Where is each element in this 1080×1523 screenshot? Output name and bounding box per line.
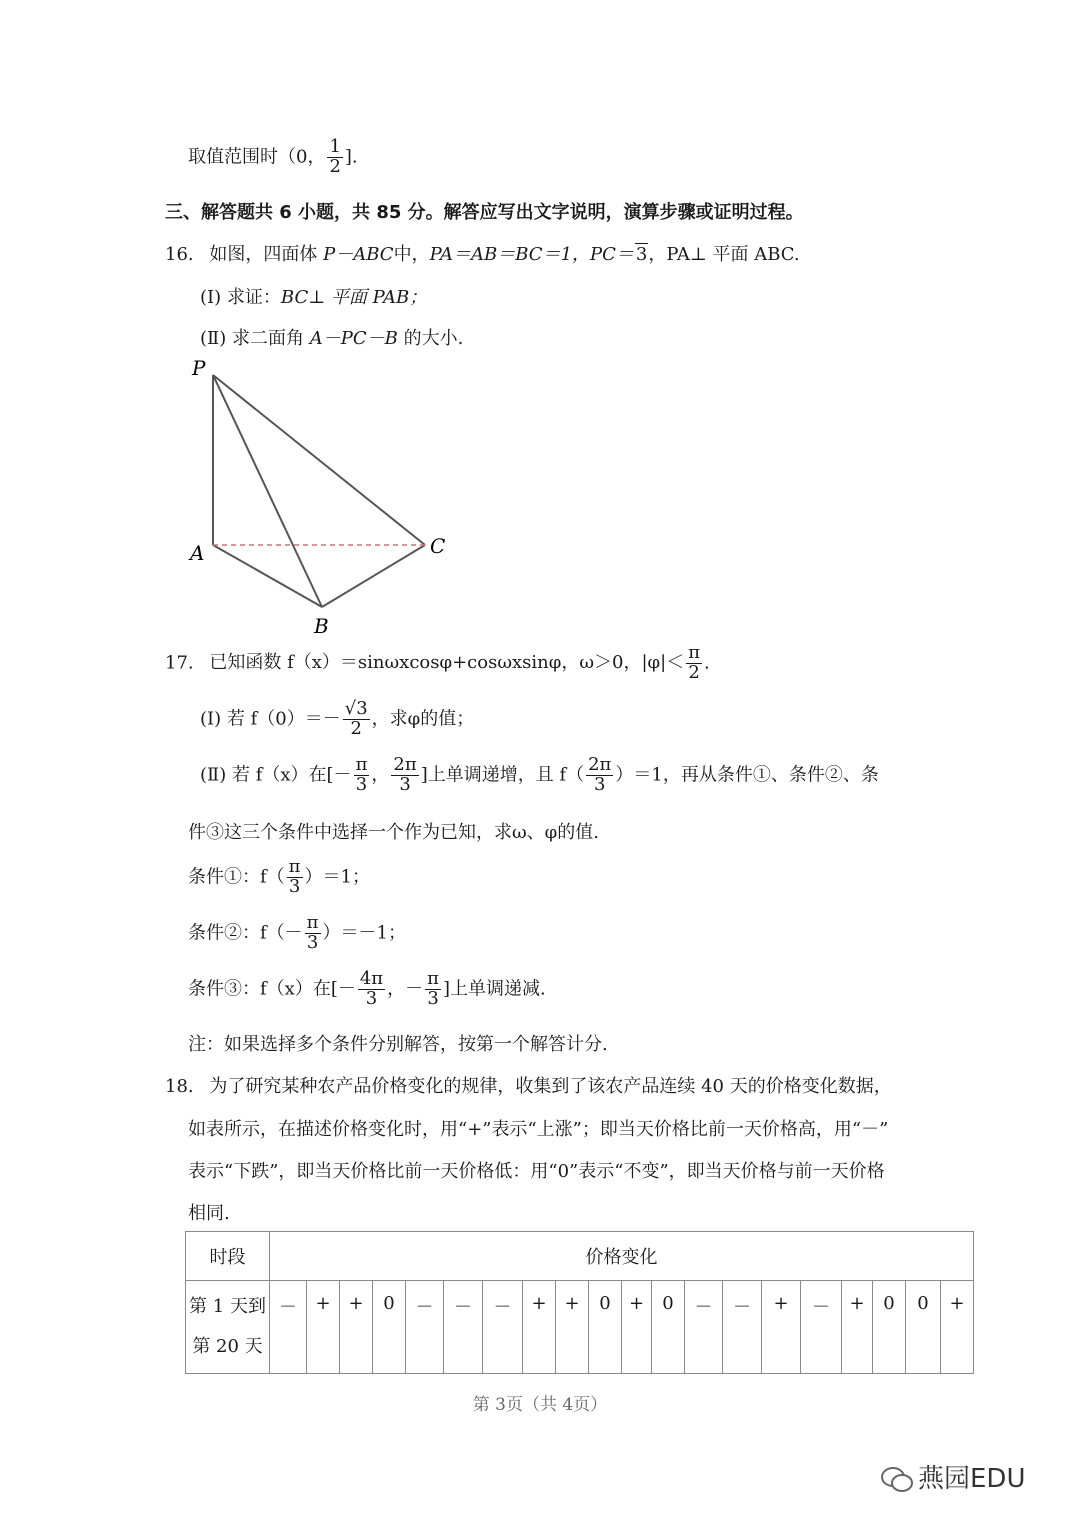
q17-note: 注：如果选择多个条件分别解答，按第一个解答计分. [188, 1034, 608, 1055]
q17-condition-3 [188, 970, 546, 1009]
frac-num: π [427, 968, 439, 989]
c1-frac [287, 858, 303, 897]
c3-frac1 [358, 970, 385, 1009]
q16-part2 [200, 324, 463, 350]
price-change-cell: + [307, 1281, 340, 1374]
q16-perp: ，PA⊥ 平面 ABC. [648, 244, 800, 265]
c3-frac2 [425, 970, 441, 1009]
frac-num: π [355, 754, 368, 775]
price-change-cell: － [801, 1281, 842, 1374]
frac-num: π [288, 856, 301, 877]
price-change-cell: + [523, 1281, 556, 1374]
price-change-cell: 0 [373, 1281, 406, 1374]
page-footer: 第 3页（共 4页） [472, 1395, 608, 1415]
q16-part2-end: 的大小. [403, 328, 464, 349]
condition-1-label: 条件①：f（ [188, 866, 285, 888]
frac-den: 3 [427, 987, 439, 1009]
condition-1-end: ）＝1； [304, 866, 370, 888]
edge-PC [213, 375, 425, 545]
sqrt-3: 3 [635, 244, 648, 265]
q17-function: 已知函数 f（x）＝sinωxcosφ+cosωxsinφ，ω＞0，|φ|＜ [209, 652, 685, 674]
price-change-cell: + [556, 1281, 589, 1374]
frac-den: 3 [365, 987, 378, 1009]
range-fraction [327, 138, 342, 177]
condition-2-label: 条件②：f（－ [188, 922, 303, 944]
condition-2-end: ）＝－1； [322, 922, 406, 944]
label-C: C [430, 534, 446, 558]
q16-eq: PA＝AB＝BC＝1，PC＝ [429, 244, 634, 265]
q17-part1-label: (Ⅰ) 若 f（0）＝－ [200, 708, 341, 730]
q17-p1-frac [343, 700, 370, 739]
price-change-cell: + [762, 1281, 801, 1374]
frac-den: 2 [350, 717, 362, 739]
price-change-cell: + [622, 1281, 652, 1374]
frac-num: 1 [329, 136, 341, 157]
range-prefix: 取值范围时（0， [188, 146, 326, 168]
q17-condition-1 [188, 858, 370, 897]
q17-part1 [200, 700, 474, 739]
q17-part2 [200, 756, 879, 795]
q17-part2-end: ）＝1，再从条件①、条件②、条 [615, 764, 879, 786]
q16-angle: A－PC－B [309, 328, 398, 349]
q16-text: 如图，四面体 [209, 244, 318, 265]
q18-line2: 如表所示，在描述价格变化时，用“+”表示“上涨”；即当天价格比前一天价格高，用“－” [188, 1119, 889, 1140]
q16-tetra: P－ABC [323, 244, 394, 265]
price-change-cell: + [842, 1281, 873, 1374]
wechat-icon [880, 1465, 914, 1495]
tetrahedron-figure [180, 355, 470, 645]
row-label [186, 1281, 270, 1374]
q18-line3: 表示“下跌”，即当天价格比前一天价格低：用“0”表示“不变”，即当天价格与前一天价格 [188, 1161, 885, 1182]
price-change-cell: + [941, 1281, 974, 1374]
frac-num: 2π [393, 754, 417, 775]
price-change-cell: 0 [906, 1281, 941, 1374]
frac-den: 2 [688, 661, 700, 683]
q17-stem [165, 644, 710, 683]
header-price-change: 价格变化 [270, 1232, 974, 1281]
watermark-text: 燕园EDU [918, 1464, 1026, 1494]
frac-den: 3 [594, 773, 606, 795]
price-change-cell: 0 [873, 1281, 906, 1374]
frac-num: π [306, 912, 319, 933]
price-change-cell: 0 [589, 1281, 622, 1374]
comma-minus: ，－ [387, 978, 424, 1000]
range-line [188, 138, 358, 177]
q17-p2-frac1 [354, 756, 370, 795]
condition-3-end: ]上单调递减. [442, 978, 546, 1000]
header-period: 时段 [186, 1232, 270, 1281]
frac-den: 2 [329, 155, 341, 177]
price-change-cell: － [270, 1281, 307, 1374]
price-change-cell: － [723, 1281, 762, 1374]
q16-text2: 中， [393, 244, 430, 265]
q17-part2-label: (Ⅱ) 若 f（x）在[－ [200, 764, 352, 786]
q17-p2-frac2 [391, 756, 418, 795]
frac-den: 3 [399, 773, 411, 795]
q18-text: 为了研究某种农产品价格变化的规律，收集到了该农产品连续 40 天的价格变化数据， [209, 1076, 892, 1097]
condition-3-label: 条件③：f（x）在[－ [188, 978, 356, 1000]
q16-part1-body: BC⊥ 平面 PAB； [280, 287, 428, 308]
edge-PB [213, 375, 322, 607]
label-P: P [192, 356, 206, 380]
price-change-cell: － [685, 1281, 723, 1374]
frac-den: 3 [306, 931, 319, 953]
frac-den: 3 [288, 875, 301, 897]
q17-number: 17. [165, 652, 194, 674]
watermark [880, 1458, 1025, 1495]
q17-part2-mid: ]上单调递增，且 f（ [420, 764, 585, 786]
q17-part2-line2: 件③这三个条件中选择一个作为已知，求ω、φ的值. [188, 822, 600, 843]
frac-num: π [688, 642, 701, 663]
price-change-cell: － [483, 1281, 523, 1374]
comma: ， [371, 764, 390, 786]
q17-frac [686, 644, 702, 683]
frac-den: 3 [355, 773, 368, 795]
price-change-cell: － [406, 1281, 444, 1374]
q17-p2-frac3 [586, 756, 613, 795]
edge-BC [322, 545, 425, 607]
price-change-cell: － [444, 1281, 483, 1374]
q17-stem-end: . [704, 652, 710, 674]
section-heading: 三、解答题共 6 小题，共 85 分。解答应写出文字说明，演算步骤或证明过程。 [165, 202, 804, 223]
frac-num: 4π [359, 968, 384, 989]
q18-number: 18. [165, 1076, 194, 1097]
q16-part1 [200, 283, 427, 309]
row-label-line2: 第 20 天 [192, 1336, 263, 1357]
q16-part1-label: (Ⅰ) 求证： [200, 287, 281, 308]
range-suffix: ]. [344, 146, 358, 168]
table-row [186, 1281, 974, 1374]
price-change-cell: 0 [652, 1281, 685, 1374]
table-header-row [186, 1232, 974, 1281]
q18-line4: 相同. [188, 1203, 230, 1224]
q16-stem [165, 240, 800, 266]
label-B: B [314, 614, 329, 638]
label-A: A [190, 541, 205, 565]
price-change-cell: + [340, 1281, 373, 1374]
row-label-line1: 第 1 天到 [189, 1296, 266, 1318]
edge-AB [213, 545, 322, 607]
q17-condition-2 [188, 914, 406, 953]
price-change-table [185, 1231, 974, 1374]
q18-line1 [165, 1072, 892, 1098]
q17-part1-end: ，求φ的值； [371, 708, 475, 730]
q16-part2-label: (Ⅱ) 求二面角 [200, 328, 305, 349]
frac-num: √3 [344, 698, 368, 719]
c2-frac [305, 914, 321, 953]
frac-num: 2π [588, 754, 612, 775]
q16-number: 16. [165, 244, 194, 265]
